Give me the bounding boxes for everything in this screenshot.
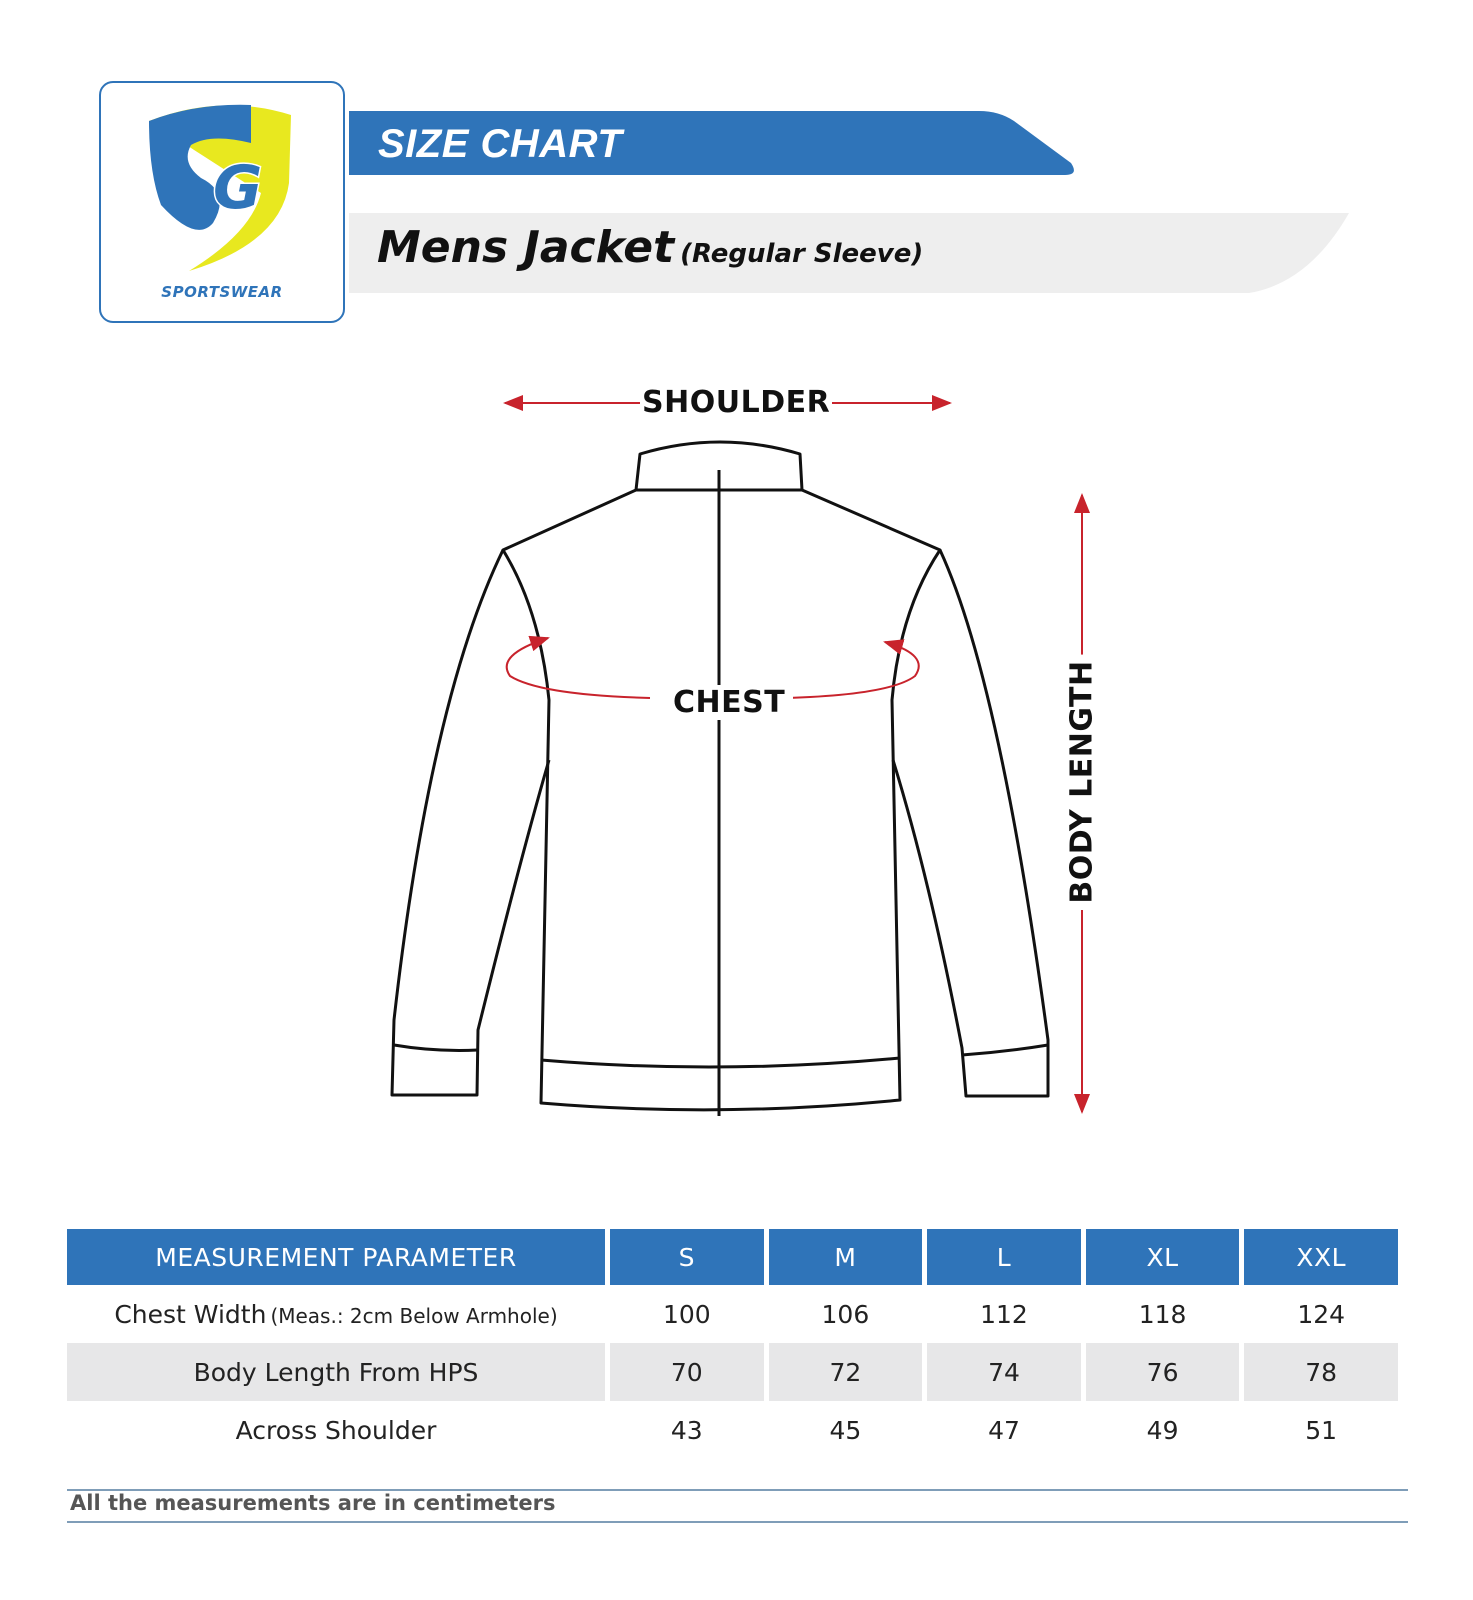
- brand-logo: [99, 81, 345, 323]
- table-cell: 45: [829, 1415, 862, 1445]
- param-name: Chest Width: [114, 1299, 267, 1329]
- table-row: [67, 1285, 1398, 1343]
- table-cell: 112: [980, 1299, 1028, 1329]
- header-size-xxl: XXL: [1244, 1229, 1398, 1285]
- table-cell: 100: [662, 1299, 711, 1329]
- table-cell: 106: [821, 1299, 870, 1329]
- table-cell: 70: [610, 1343, 764, 1401]
- table-cell: 118: [1138, 1299, 1187, 1329]
- row-label: Across Shoulder: [235, 1415, 437, 1445]
- table-cell: 76: [1086, 1343, 1240, 1401]
- header-parameter: MEASUREMENT PARAMETER: [67, 1229, 605, 1285]
- header-size-l: L: [927, 1229, 1081, 1285]
- shoulder-label: SHOULDER: [642, 385, 831, 420]
- product-name: Mens Jacket: [377, 222, 675, 273]
- table-cell: 124: [1297, 1299, 1346, 1329]
- chest-label: CHEST: [665, 685, 793, 720]
- table-cell: 72: [769, 1343, 923, 1401]
- product-variant: (Regular Sleeve): [680, 239, 924, 269]
- table-cell: 47: [988, 1415, 1020, 1445]
- size-table: [62, 1229, 1403, 1459]
- param-note: (Meas.: 2cm Below Armhole): [270, 1303, 558, 1328]
- logo-wordmark: SPORTSWEAR: [161, 283, 283, 301]
- body-length-label: BODY LENGTH: [1065, 654, 1100, 909]
- table-cell: 43: [670, 1415, 703, 1445]
- row-label: Body Length From HPS: [67, 1343, 605, 1401]
- sg-shield-icon: [101, 83, 347, 283]
- page-title: SIZE CHART: [378, 122, 623, 166]
- table-cell: 51: [1305, 1415, 1338, 1445]
- table-row: [67, 1343, 1398, 1401]
- table-cell: 49: [1146, 1415, 1179, 1445]
- product-title: [377, 222, 923, 273]
- footer-divider-bottom: [67, 1521, 1408, 1523]
- units-note: All the measurements are in centimeters: [70, 1491, 556, 1515]
- row-label: [67, 1285, 605, 1343]
- table-header-row: [67, 1229, 1398, 1285]
- header-size-xl: XL: [1086, 1229, 1240, 1285]
- header-size-m: M: [769, 1229, 923, 1285]
- table-cell: 74: [927, 1343, 1081, 1401]
- table-cell: 78: [1244, 1343, 1398, 1401]
- header-size-s: S: [610, 1229, 764, 1285]
- table-row: [67, 1401, 1398, 1459]
- svg-text:G: G: [213, 153, 263, 223]
